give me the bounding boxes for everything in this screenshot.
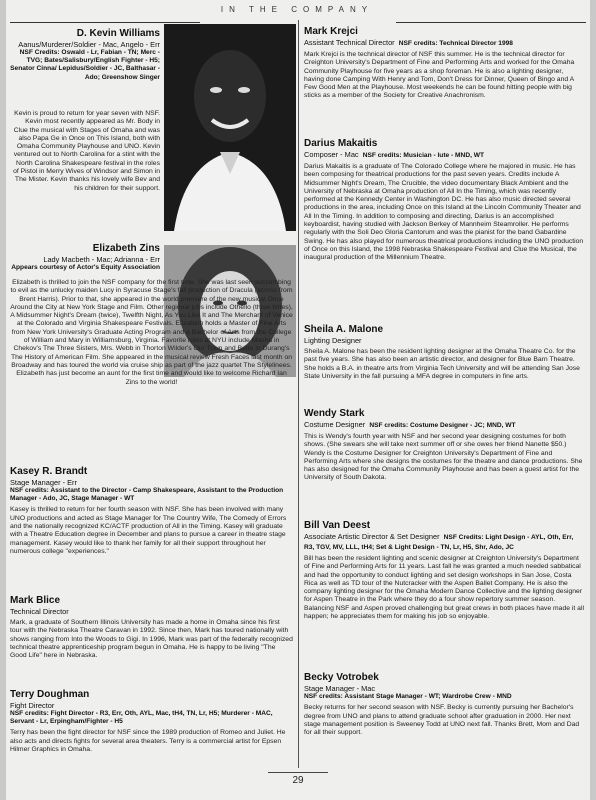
bio-text: Becky returns for her second season with NSF. Becky is currently pursuing her Bachelor's degree from UNO and plans to attend graduate school after graduation in 2000. Her next stage management position is Sweeney Todd at UNO next fall. Thanks Brett, Mom and Dad for all their support.: [304, 704, 580, 737]
bio-kasey-brandt: [10, 466, 293, 556]
bio-credits: NSF Credits: Light Design - AYL, Oth, Err, R3, TGV, MV, LLL, tH4; Set & Light Design - TN, Lr, H5, Shr, Ado, JC: [304, 534, 574, 551]
page-number: 29: [268, 772, 328, 789]
page-edge-right: [590, 0, 596, 800]
bio-text: Kasey is thrilled to return for her fourth season with NSF. She has been involved with many UNO productions and acted as Stage Manager for The Country Wife, The Comedy of Errors and the nationally recognized KC/ACTF production of All in the Timing. Kasey will graduate with a Theatre Education degree in December and plans to pursue a career in theatre stage management. Kasey would like to thank her family for all their support throughout her numerous college "experiences.": [10, 506, 287, 555]
bio-text: Terry has been the fight director for NSF since the 1989 production of Romeo and Juliet. He also acts and directs fights for several area theaters. Terry is a commercial artist for Epsen Hilmer Graphics in Omaha.: [10, 729, 286, 753]
bio-role: Technical Director: [10, 607, 69, 616]
bio-darius-makaitis: [304, 138, 584, 263]
bio-role: Aanus/Murderer/Soldier - Mac, Angelo - Err: [18, 40, 160, 49]
bio-elizabeth-zins-body: [10, 279, 293, 461]
column-divider: [298, 20, 299, 768]
bio-credits: NSF credits: Fight Director - R3, Err, Oth, AYL, Mac, tH4, TN, Lr, H5; Murderer - MAC, Servant - Lr, Erpingham/Fighter - H5: [10, 710, 273, 726]
bio-role: [304, 532, 584, 552]
bio-name: Becky Votrobek: [304, 672, 379, 683]
bio-sheila-malone: [304, 324, 584, 381]
bio-credits: NSF Credits: Oswald - Lr, Fabian - TN; Merc - TVG; Bates/Salisbury/English Fighter - H5; Senator Cinna/ Lepidus/Soldier - JC, Balthasar - Ado; Greenshow Singer: [10, 49, 160, 81]
bio-mark-blice: [10, 595, 293, 660]
bio-text: Mark, a graduate of Southern Illinois University has made a home in Omaha since his first tour with the Nebraska Theatre Caravan in 1992. Since then, Mark has toured nationally with shows ranging from Into the Woods to Gigi. In 1996, Mark was part of the federally recognized technical theatre apprenticeship program begun in Omaha. He is happy to be living "The Good Life" here in Nebraska.: [10, 619, 293, 660]
bio-text: Kevin is proud to return for year seven with NSF. Kevin most recently appeared as Mr. Body in Clue the musical with Stages of Omaha and was also Papa Ge in Once on This Island, both with Omaha Community Playhouse and UNO. Kevin ventured out to North Carolina for a stint with the North Carolina Shakespeare festival in the roles of Pistol in Merry Wives of Windsor and Simon in The Mister. Kevin thanks his lovely wife Bev and his children for their support.: [13, 110, 160, 192]
bio-credits: NSF credits: Assistant to the Director - Camp Shakespeare, Assistant to the Production Manager - Ado, JC, Stage Manager - WT: [10, 487, 284, 503]
bio-elizabeth-zins: [10, 243, 160, 272]
bio-role: Lighting Designer: [304, 336, 362, 345]
bio-text: Darius Makaitis is a graduate of The Colorado College where he majored in music. He has been composing for theatrical productions for the past seven years. Credits include A Midsummer Night's Dream, The Crucible, the video documentary Black Ambient and the University of Nebraska at Omaha production of All In the Timing, which was recently performed at the Kennedy Center in Washington DC. He has also music directed several productions in the area, including Once on this Island at the Lincoln Community Theater and All In the Timing. In addition to composing and directing, Darius is an accomplished keyboardist, having studied with Jackson Berkey of Mannheim Steamroller. He performs regularly with the Soli Deo Gloria Cantorum and was the pianist for the band Gabardine Swing. He has also played for numerous theatrical productions including the UNO production of Once on this Island, the 1998 Nebraska Shakespeare Festival and Clue the Musical, the inaugural production of the Millennium Theatre.: [304, 163, 584, 262]
bio-credits: NSF credits: Musician - lute - MND, WT: [362, 152, 484, 159]
header-rule-right: [396, 22, 586, 23]
bio-role: Stage Manager - Err: [10, 478, 77, 487]
bio-name: Darius Makaitis: [304, 138, 378, 149]
bio-role: [304, 420, 584, 430]
bio-credits: NSF credits: Assistant Stage Manager - WT; Wardrobe Crew - MND: [304, 693, 512, 700]
bio-text: Bill has been the resident lighting and scenic designer at Creighton University's Department of Fine and Performing Arts for 11 years. Last fall he was granted a much needed sabbatical and had the opportunity to conduct lighting and set design workshops in San Jose, Costa Rica as well as TD tour of the Nutcracker with the Aspen Ballet Company. He is also the company lighting designer for the Omaha Modern Dance Collective and the lighting designer for Aspen Theatre in the Park where they do a four show repertory summer season. Balancing NSF and Aspen proved challenging but great crews in both places have made it all happen; he appreciates them for making his job so enjoyable.: [304, 555, 584, 621]
role-text: Associate Artistic Director & Set Designer: [304, 532, 440, 541]
bio-bill-van-deest: [304, 520, 584, 621]
bio-kevin-williams-body: [10, 110, 160, 193]
header-rule-left: [10, 22, 200, 23]
role-text: Composer - Mac: [304, 150, 359, 159]
bio-role: [304, 38, 584, 48]
bio-mark-krejci: [304, 26, 584, 101]
bio-role: Lady Macbeth - Mac; Adrianna - Err: [43, 255, 160, 264]
bio-name: Bill Van Deest: [304, 520, 371, 531]
role-text: Costume Designer: [304, 420, 366, 429]
role-text: Assistant Technical Director: [304, 38, 395, 47]
bio-role: [304, 150, 584, 160]
bio-text: Mark Krejci is the technical director of NSF this summer. He is the technical director for Creighton University's Department of Fine and Performing Arts and worked for the Omaha Community Playhouse for five years as a shop foreman. He is also a lighting designer, having done Camping With Henry and Tom, Don't Dress for Dinner, Queen of Bingo and A Few Good Men at the Playhouse. Most weekends he can be found hitting people with big sticks as a member of the Society for Creative Anachronism.: [304, 51, 575, 100]
kevin-williams-photo: [164, 24, 296, 231]
bio-credits: NSF credits: Costume Designer - JC; MND, WT: [369, 422, 516, 429]
bio-name: D. Kevin Williams: [76, 28, 160, 39]
page-edge-left: [0, 0, 6, 800]
page-header: IN THE COMPANY: [220, 5, 374, 14]
bio-wendy-stark: [304, 408, 584, 483]
bio-terry-doughman: [10, 689, 293, 754]
bio-name: Sheila A. Malone: [304, 324, 384, 335]
bio-name: Mark Krejci: [304, 26, 358, 37]
bio-credits: Appears courtesy of Actor's Equity Association: [11, 264, 160, 271]
bio-text: Elizabeth is thrilled to join the NSF company for the first time. She was last seen succumbing to evil as the unlucky maiden Lucy in Syracuse Stage's fall production of Dracula (across from Brent Harris). Prior to that, she appeared in the world premiere of the new musical Once Around the City at New York Stage and Film. Other regional jobs include Othello (three times), A Midsummer Night's Dream (twice), Twelfth Night, As You Like It and The Merchant of Venice at the Colorado and Virginia Shakespeare Festivals. Elizabeth holds a Master of Fine Arts from New York University's Graduate Acting Program and a Bachelor of Arts from the College of William and Mary in Williamsburg, Virginia. Favorite roles at NYU include Masha in Chekov's The Three Sisters, Mrs. Webb in Thorton Wilder's Our Town and Bette in Durang's The History of American Film. She appeared in the musical review Fresh Faces last month on Broadway and has toured the world via cruise ship as part of the jazz quartet The Stylelinees. Elizabeth has just become an aunt for the first time and would like to welcome Richard Ian Zins to the world!: [10, 279, 293, 386]
bio-kevin-williams: [10, 28, 160, 82]
bio-name: Terry Doughman: [10, 689, 90, 700]
bio-credits: NSF credits: Technical Director 1998: [398, 40, 513, 47]
bio-text: Sheila A. Malone has been the resident lighting designer at the Omaha Theatre Co. for the past five years. She has also been an artistic director, and designer for Blue Barn Theatre. She holds a B.A. in theatre arts from Virginia Tech University and will be attending San Jose State University in the fall pursuing a MFA degree in computers in fine arts.: [304, 348, 580, 380]
bio-name: Elizabeth Zins: [92, 243, 160, 254]
bio-becky-votrobek: [304, 672, 584, 737]
bio-role: Stage Manager - Mac: [304, 684, 376, 693]
bio-text: This is Wendy's fourth year with NSF and her second year designing costumes for both shows. (She swears she will take next summer off or she owes her friend Nanette $50.) Wendy is the Costume Designer for Creighton University's Department of Fine and Performing Arts where she designs the costumes for the theatre and dance productions. She has also designed for the Omaha Community Playhouse and has been a guest artist for the University of South Dakota.: [304, 433, 583, 482]
bio-name: Mark Blice: [10, 595, 61, 606]
bio-role: Fight Director: [10, 701, 55, 710]
bio-name: Kasey R. Brandt: [10, 466, 88, 477]
bio-name: Wendy Stark: [304, 408, 365, 419]
